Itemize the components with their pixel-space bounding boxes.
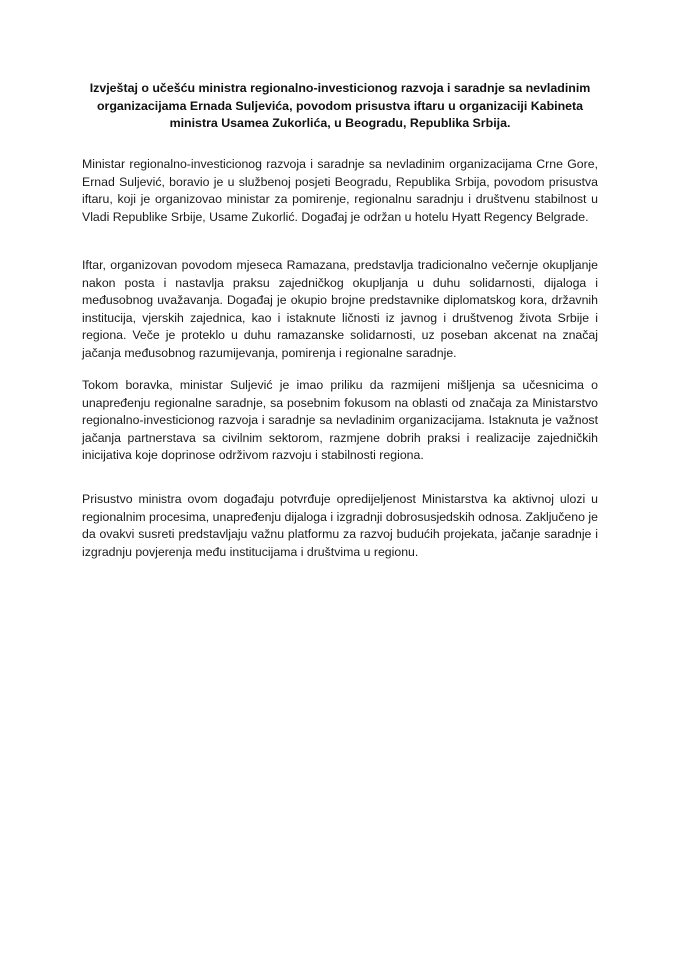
paragraph-3: Tokom boravka, ministar Suljević je imao priliku da razmijeni mišljenja sa učesnicima o unapređenju regionalne saradnje, sa posebnim fokusom na oblasti od značaja za Ministarstvo regionalno-investicionog razvoja i saradnje sa nevladinim organizacijama. Istaknuta je važnost jačanja partnerstava sa civilnim sektorom, razmjene dobrih praksi i realizacije zajedničkih inicijativa koje doprinose održivom razvoju i stabilnosti regiona. — [82, 378, 598, 462]
document-title: Izvještaj o učešću ministra regionalno-investicionog razvoja i saradnje sa nevladinim organizacijama Ernada Suljevića, povodom prisustva iftaru u organizaciji Kabineta ministra Usamea Zukorlića, u Beogradu, Republika Srbija. — [89, 81, 591, 130]
paragraph-2: Iftar, organizovan povodom mjeseca Ramazana, predstavlja tradicionalno večernje okupljanje nakon posta i nastavlja praksu zajedničkog okupljanja u duhu solidarnosti, dijaloga i međusobnog uvažavanja. Događaj je okupio brojne predstavnike diplomatskog kora, državnih institucija, vjerskih zajednica, kao i istaknute ličnosti iz javnog i društvenog života Srbije i regiona. Veče je proteklo u duhu ramazanske solidarnosti, uz poseban akcenat na značaj jačanja međusobnog razumijevanja, pomirenja i regionalne saradnje. — [82, 258, 598, 360]
paragraph-4: Prisustvo ministra ovom događaju potvrđuje opredijeljenost Ministarstva ka aktivnoj ulozi u regionalnim procesima, unapređenju dijaloga i izgradnji dobrosusjedskih odnosa. Zaključeno je da ovakvi susreti predstavljaju važnu platformu za razvoj budućih projekata, jačanje saradnje i izgradnju povjerenja među institucijama i društvima u regionu. — [82, 492, 598, 559]
paragraph-1: Ministar regionalno-investicionog razvoja i saradnje sa nevladinim organizacijama Crne Gore, Ernad Suljević, boravio je u službenoj posjeti Beogradu, Republika Srbija, povodom prisustva iftaru, koji je organizovao ministar za pomirenje, regionalnu saradnju i društvenu stabilnost u Vladi Republike Srbije, Usame Zukorlić. Događaj je održan u hotelu Hyatt Regency Belgrade. — [82, 157, 598, 224]
